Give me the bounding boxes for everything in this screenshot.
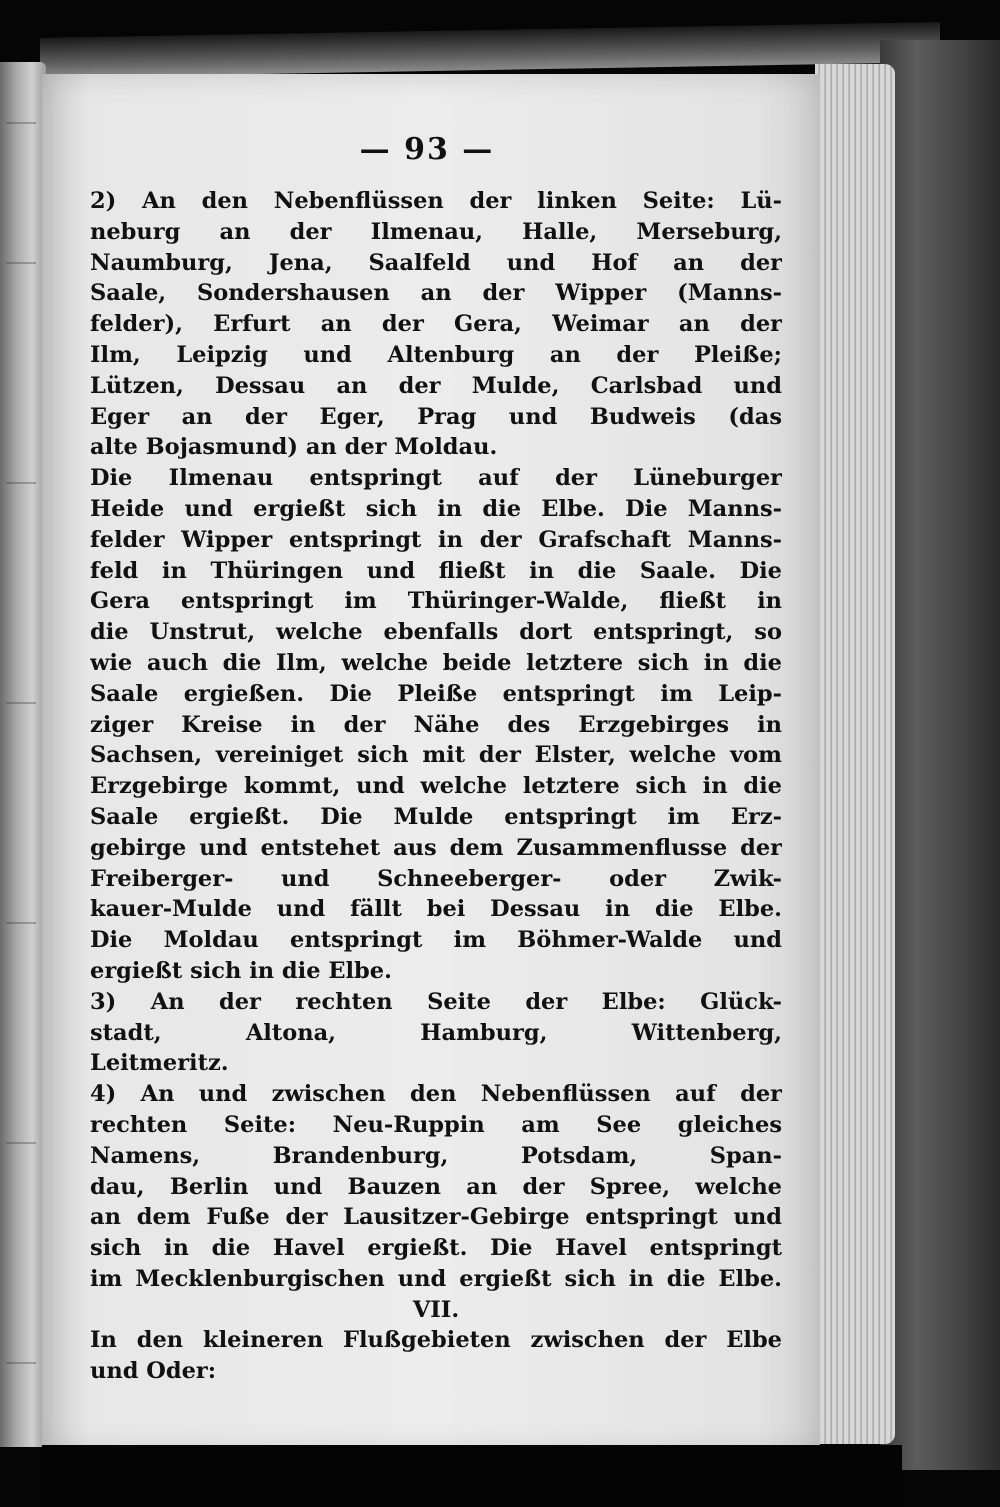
text-line: Gera entspringt im Thüringer-Walde, fließt in: [90, 588, 782, 615]
text-line: Freiberger- und Schneeberger- oder Zwik-: [90, 865, 782, 892]
text-line: Sachsen, vereiniget sich mit der Elster, welche vom: [90, 742, 782, 769]
text-line: 4) An und zwischen den Nebenflüssen auf der: [90, 1081, 782, 1108]
book-page: [42, 74, 820, 1452]
text-line: stadt, Altona, Hamburg, Wittenberg,: [90, 1019, 782, 1046]
text-line: Naumburg, Jena, Saalfeld und Hof an der: [90, 249, 782, 276]
text-line: neburg an der Ilmenau, Halle, Merseburg,: [90, 218, 782, 245]
text-line: In den kleineren Flußgebieten zwischen der Elbe: [90, 1327, 782, 1354]
text-line: felder), Erfurt an der Gera, Weimar an der: [90, 311, 782, 338]
text-line: Eger an der Eger, Prag und Budweis (das: [90, 403, 782, 430]
text-line: kauer-Mulde und fällt bei Dessau in die Elbe.: [90, 896, 782, 923]
text-line: Saale ergießen. Die Pleiße entspringt im Leip-: [90, 680, 782, 707]
text-line: Saale ergießt. Die Mulde entspringt im Erz-: [90, 803, 782, 830]
text-line: Namens, Brandenburg, Potsdam, Span-: [90, 1142, 782, 1169]
text-line: 2) An den Nebenflüssen der linken Seite: Lü-: [90, 188, 782, 214]
text-line: dau, Berlin und Bauzen an der Spree, welche: [90, 1173, 782, 1200]
bottom-shadow: [42, 1445, 902, 1507]
book-cover-edge: [880, 40, 1000, 1470]
text-line: Leitmeritz.: [90, 1050, 229, 1077]
text-line: Heide und ergießt sich in die Elbe. Die Manns-: [90, 495, 782, 522]
text-line: Lützen, Dessau an der Mulde, Carlsbad und: [90, 372, 782, 399]
previous-page-sliver: [0, 62, 46, 1447]
text-line: und Oder:: [90, 1358, 217, 1385]
text-line: rechten Seite: Neu-Ruppin am See gleiches: [90, 1111, 782, 1138]
book-top-edge: [40, 22, 940, 78]
text-line: sich in die Havel ergießt. Die Havel entspringt: [90, 1235, 782, 1262]
text-line: an dem Fuße der Lausitzer-Gebirge entspringt und: [90, 1204, 782, 1231]
text-line: Ilm, Leipzig und Altenburg an der Pleiße;: [90, 341, 782, 368]
text-line: Die Ilmenau entspringt auf der Lüneburger: [90, 465, 782, 492]
page-fore-edge: [815, 64, 895, 1444]
text-line: Saale, Sondershausen an der Wipper (Manns-: [90, 280, 782, 307]
page-number: — 93 —: [359, 132, 495, 167]
text-line: die Unstrut, welche ebenfalls dort entspringt, so: [90, 619, 782, 646]
text-line: feld in Thüringen und fließt in die Saale. Die: [90, 557, 782, 584]
text-line: wie auch die Ilm, welche beide letztere sich in die: [90, 649, 782, 676]
text-line: alte Bojasmund) an der Moldau.: [90, 434, 498, 461]
page-text: [90, 186, 782, 1387]
text-line: gebirge und entstehet aus dem Zusammenflusse der: [90, 834, 782, 861]
text-line: Erzgebirge kommt, und welche letztere sich in die: [90, 773, 782, 800]
text-line: ergießt sich in die Elbe.: [90, 957, 392, 984]
text-line: felder Wipper entspringt in der Grafschaft Manns-: [90, 526, 782, 553]
text-line: ziger Kreise in der Nähe des Erzgebirges in: [90, 711, 782, 738]
section-heading: VII.: [412, 1296, 460, 1323]
text-line: 3) An der rechten Seite der Elbe: Glück-: [90, 988, 782, 1015]
text-line: im Mecklenburgischen und ergießt sich in die Elbe.: [90, 1265, 782, 1292]
text-line: Die Moldau entspringt im Böhmer-Walde und: [90, 927, 782, 954]
